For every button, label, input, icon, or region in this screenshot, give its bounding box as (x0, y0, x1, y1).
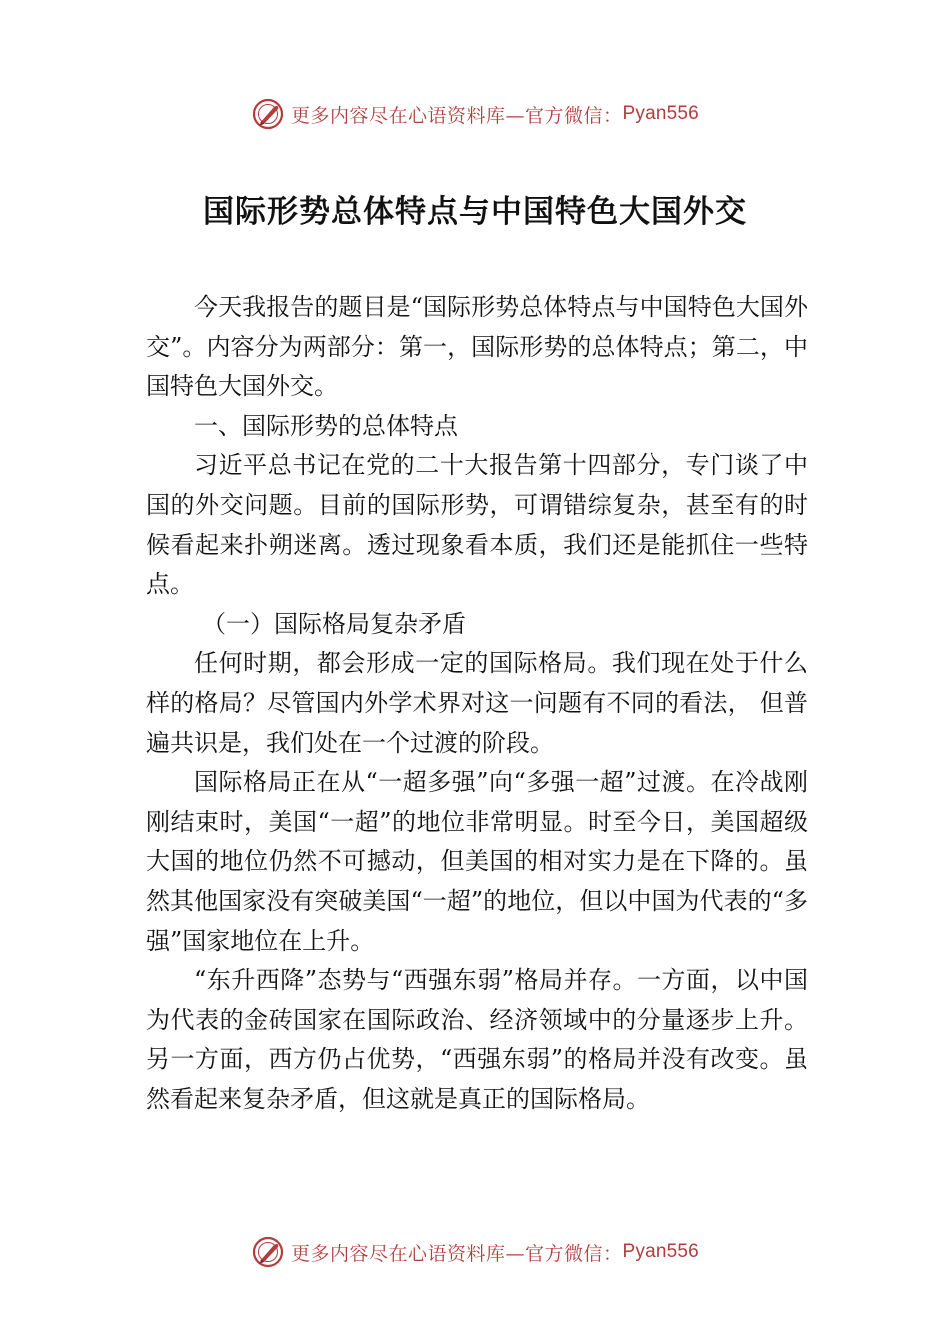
paragraph: “东升西降”态势与“西强东弱”格局并存。一方面，以中国为代表的金砖国家在国际政治、经济领域中的分量逐步上升。另一方面，西方仍占优势，“西强东弱”的格局并没有改变。虽然看起来复杂矛盾，但这就是真正的国际格局。 (146, 966, 808, 1113)
header-banner (0, 92, 950, 136)
paragraph-intro: 今天我报告的题目是“国际形势总体特点与中国特色大国外交”。内容分为两部分：第一，国际形势的总体特点；第二，中国特色大国外交。 (146, 293, 808, 401)
document-title: 国际形势总体特点与中国特色大国外交 (203, 194, 747, 230)
wechat-id: Pyan556 (622, 103, 699, 124)
quill-pen-logo-icon (251, 1235, 285, 1269)
banner-text: 更多内容尽在心语资料库—官方微信： (291, 1242, 623, 1265)
subsection-heading: （一）国际格局复杂矛盾 (202, 609, 466, 638)
paragraph: 任何时期，都会形成一定的国际格局。我们现在处于什么样的格局？尽管国内外学术界对这一问题有不同的看法， 但普遍共识是，我们处在一个过渡的阶段。 (146, 649, 808, 757)
footer-banner (0, 1230, 950, 1274)
wechat-id: Pyan556 (622, 1241, 699, 1262)
paragraph: 习近平总书记在党的二十大报告第十四部分，专门谈了中国的外交问题。目前的国际形势，可谓错综复杂，甚至有的时候看起来扑朔迷离。透过现象看本质，我们还是能抓住一些特点。 (146, 451, 808, 599)
paragraph: 国际格局正在从“一超多强”向“多强一超”过渡。在冷战刚刚结束时，美国“一超”的地位非常明显。时至今日，美国超级大国的地位仍然不可撼动，但美国的相对实力是在下降的。虽然其他国家没有突破美国“一超”的地位，但以中国为代表的“多强”国家地位在上升。 (146, 768, 808, 955)
quill-pen-logo-icon (251, 97, 285, 131)
document-body (146, 288, 808, 1119)
section-heading: 一、国际形势的总体特点 (194, 411, 458, 440)
banner-text: 更多内容尽在心语资料库—官方微信： (291, 104, 623, 127)
